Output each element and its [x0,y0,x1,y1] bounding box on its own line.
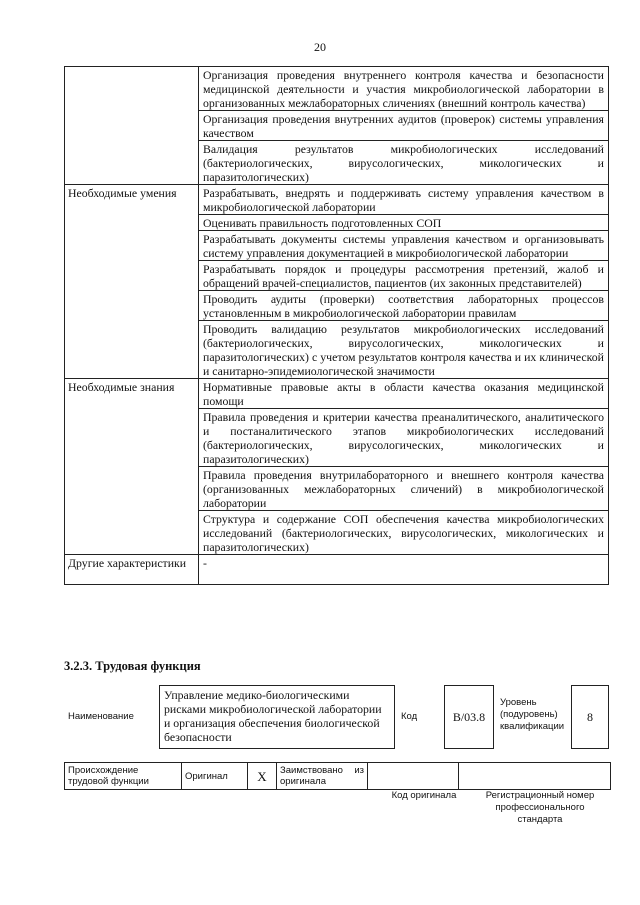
qualification-level-label: Уровень (подуровень) квалификации [500,697,565,732]
borrowed-label: Заимствовано [280,765,343,776]
origin-original: Оригинал [182,763,248,790]
row-label [65,67,199,185]
qualification-level-value: 8 [571,685,609,749]
table-cell: Организация проведения внутреннего контроля качества и безопасности медицинской деятельности и участия микробиологической лаборатории в организованных межлабораторных сличениях (внешний контроль качества) [199,67,609,111]
row-label-other: Другие характеристики [65,555,199,585]
characteristics-table [64,66,609,585]
page-number: 20 [314,40,326,54]
table-cell: Проводить аудиты (проверки) соответствия лабораторных процессов установленным в микробиологической лаборатории правилам [199,291,609,321]
function-code-value: В/03.8 [444,685,494,749]
borrowed-from: из [354,765,364,776]
table-cell: Нормативные правовые акты в области качества оказания медицинской помощи [199,379,609,409]
table-cell: Правила проведения и критерии качества преаналитического, аналитического и постаналитического этапов микробиологических исследований (бактериологических, вирусологических, микологических и паразитологических) [199,409,609,467]
original-code-caption: Код оригинала [391,790,457,801]
table-cell: Валидация результатов микробиологических исследований (бактериологических, вирусологических, микологических и паразитологических) [199,141,609,185]
reg-number-cell [459,763,611,790]
table-cell: Оценивать правильность подготовленных СОП [199,215,609,231]
table-cell: - [199,555,609,585]
table-row [65,185,609,215]
table-row [65,763,611,790]
function-code-label: Код [401,711,418,722]
row-label-knowledge: Необходимые знания [65,379,199,555]
origin-label: Происхождение трудовой функции [65,763,182,790]
table-cell: Организация проведения внутренних аудитов (проверок) системы управления качеством [199,111,609,141]
table-row [65,555,609,585]
section-title: 3.2.3. Трудовая функция [64,659,201,673]
function-name-value: Управление медико-биологическими рисками микробиологической лаборатории и организация обеспечения биологической безопасности [159,685,395,749]
origin-table [64,762,611,790]
origin-borrowed [277,763,368,790]
table-cell: Разрабатывать, внедрять и поддерживать систему управления качеством в микробиологической лаборатории [199,185,609,215]
borrowed-line1 [280,765,364,776]
table-cell: Структура и содержание СОП обеспечения качества микробиологических исследований (бактериологических, вирусологических, микологических и паразитологических) [199,511,609,555]
borrowed-line2: оригинала [280,776,327,787]
table-row [65,67,609,111]
table-row [65,379,609,409]
reg-number-caption: Регистрационный номер профессионального стандарта [485,790,595,825]
table-cell: Правила проведения внутрилабораторного и внешнего контроля качества (организованных межлабораторных сличений) в микробиологической лаборатории [199,467,609,511]
origin-mark: X [248,763,277,790]
function-name-label: Наименование [68,711,134,722]
original-code-cell [368,763,459,790]
table-cell: Проводить валидацию результатов микробиологических исследований (бактериологических, вирусологических, микологических и паразитологических) с учетом результатов контроля качества и их клинической и санитарно-эпидемиологической значимости [199,321,609,379]
table-cell: Разрабатывать документы системы управления качеством и организовывать систему управления документацией в микробиологической лаборатории [199,231,609,261]
row-label-skills: Необходимые умения [65,185,199,379]
table-cell: Разрабатывать порядок и процедуры рассмотрения претензий, жалоб и обращений врачей-специалистов, пациентов (их законных представителей) [199,261,609,291]
